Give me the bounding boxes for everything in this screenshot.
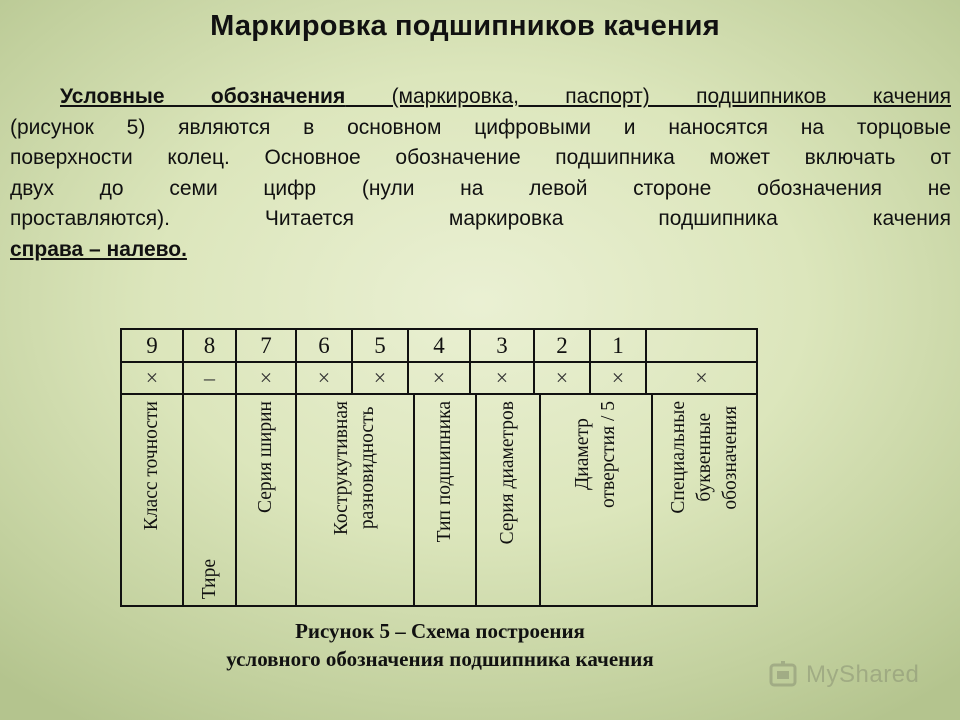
page-title: Маркировка подшипников качения	[210, 10, 720, 42]
position-cell: 8	[184, 330, 237, 361]
mark-cell: –	[184, 363, 237, 393]
desc-label: Диаметр отверстия / 5	[572, 401, 619, 509]
desc-design-variant	[297, 395, 415, 605]
paragraph-line-3: поверхности колец. Основное обозначение подшипника может включать от	[10, 146, 951, 169]
position-cell: 3	[471, 330, 535, 361]
paragraph-line-2: (рисунок 5) являются в основном цифровыми и наносятся на торцовые	[10, 115, 951, 139]
paragraph-line-1	[10, 82, 951, 113]
mark-cell: ×	[535, 363, 591, 393]
caption-line-1: Рисунок 5 – Схема построения	[295, 619, 585, 643]
desc-bore-diameter	[541, 395, 653, 605]
paragraph-line-4: двух до семи цифр (нули на левой стороне обозначения не	[10, 176, 951, 200]
mark-cell: ×	[471, 363, 535, 393]
mark-symbol-row	[122, 363, 756, 395]
position-cell: 9	[122, 330, 184, 361]
desc-diameter-series	[477, 395, 541, 605]
mark-cell: ×	[409, 363, 471, 393]
term-highlight: Условные обозначения	[60, 85, 346, 108]
intro-paragraph	[10, 82, 951, 265]
mark-cell: ×	[237, 363, 297, 393]
watermark-logo	[768, 655, 928, 695]
description-row	[122, 395, 756, 605]
logo-text: MyShared	[806, 661, 920, 688]
mark-cell: ×	[591, 363, 647, 393]
position-cell	[647, 330, 756, 361]
desc-label: Тире	[198, 558, 220, 599]
desc-label: Тип подшипника	[434, 401, 455, 543]
figure-caption	[160, 617, 720, 673]
position-cell: 6	[297, 330, 353, 361]
desc-label: Серия диаметров	[497, 401, 518, 545]
desc-label: Класс точности	[141, 401, 162, 531]
desc-label: Серия ширин	[255, 401, 276, 514]
paragraph-line-6: справа – налево.	[10, 237, 187, 261]
position-cell: 2	[535, 330, 591, 361]
mark-cell: ×	[122, 363, 184, 393]
desc-bearing-type	[415, 395, 477, 605]
mark-cell: ×	[353, 363, 409, 393]
desc-label: Кострукутивная разновидность	[331, 401, 378, 536]
position-number-row	[122, 330, 756, 363]
desc-accuracy-class	[122, 395, 184, 605]
desc-special-letters	[653, 395, 756, 605]
caption-line-2: условного обозначения подшипника качения	[226, 647, 654, 671]
mark-cell: ×	[297, 363, 353, 393]
position-cell: 5	[353, 330, 409, 361]
bearing-marking-scheme	[120, 328, 758, 607]
mark-cell: ×	[695, 365, 708, 390]
position-cell: 7	[237, 330, 297, 361]
position-cell: 4	[409, 330, 471, 361]
desc-dash	[184, 395, 237, 605]
desc-width-series	[237, 395, 297, 605]
myshared-logo-icon	[768, 660, 800, 690]
position-cell: 1	[591, 330, 647, 361]
desc-label: Специальные буквенные обозначения	[667, 401, 741, 514]
paragraph-line-5: проставляются). Читается маркировка подшипника качения	[10, 207, 951, 230]
term-parenthetical: (маркировка, паспорт) подшипников качения	[345, 85, 951, 108]
